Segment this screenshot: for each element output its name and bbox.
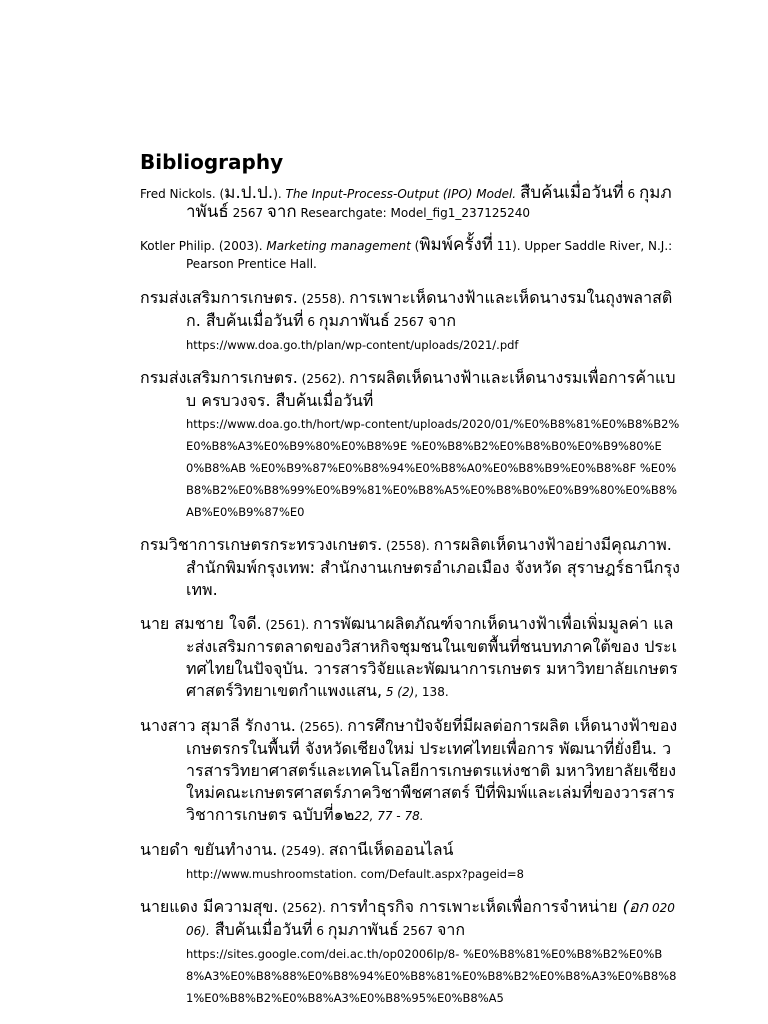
ref-author: กรมวิชาการเกษตรกระทรวงเกษตร. <box>140 535 383 554</box>
ref-author: นายดำ ขยันทำงาน. <box>140 840 278 859</box>
reference-item: กรมวิชาการเกษตรกระทรวงเกษตร. (2558). การผลิตเห็ดนางฟ้าอย่างมีคุณภาพ. สำนักพิมพ์กรุงเทพ: สำนักงานเกษตรอำเภอเมือง จังหวัด สุราษฎร์ธานีกรุงเทพ. <box>140 535 680 599</box>
ref-title: การผลิตเห็ดนางฟ้าอย่างมีคุณภาพ. <box>433 535 672 554</box>
ref-link[interactable]: https://www.doa.go.th/plan/wp-content/uploads/2021/.pdf <box>186 338 519 352</box>
ref-title: Marketing management <box>266 239 411 253</box>
ref-title: The Input-Process-Output (IPO) Model. <box>285 187 517 201</box>
ref-author: กรมส่งเสริมการเกษตร. <box>140 368 298 387</box>
reference-item: กรมส่งเสริมการเกษตร. (2558). การเพาะเห็ดนางฟ้าและเห็ดนางรมในถุงพลาสติก. สืบค้นเมื่อวันที่ 6 กุมภาพันธ์ 2567 จาก https://www.doa.go.th/plan/wp-content/uploads/2021/.pdf <box>140 288 673 352</box>
bibliography-page <box>140 148 680 1020</box>
reference-item: นางสาว สุมาลี รักงาน. (2565). การศึกษาปัจจัยที่มีผลต่อการผลิต เห็ดนางฟ้าของเกษตรกรในพื้นที่ จังหวัดเชียงใหม่ ประเทศไทยเพื่อการ พัฒนาที่ยั่งยืน. วารสารวิทยาศาสตร์และเทคโนโลยีการเกษตรแห่งชาติ มหาวิทยาลัยเชียงใหม่คณะเกษตรศาสตร์ภาควิชาพืชศาสตร์ ปีที่พิมพ์และเล่มที่ของวารสารวิชาการเกษตร ฉบับที่๑๒22, 77 - 78. <box>140 716 678 824</box>
ref-title: การพัฒนาผลิตภัณฑ์จากเห็ดนางฟ้าเพื่อเพิ่มมูลค่า <box>313 614 649 633</box>
page-title: Bibliography <box>140 150 284 174</box>
ref-title: การผลิตเห็ดนางฟ้าและเห็ดนางรมเพื่อการค้าแบบ <box>186 368 676 410</box>
ref-title: การทำธุรกิจ การเพาะเห็ดเพื่อการจำหน่าย <box>329 897 618 916</box>
ref-author: นางสาว สุมาลี รักงาน. <box>140 716 296 735</box>
ref-link[interactable]: http://www.mushroomstation. com/Default.aspx?pageid=8 <box>186 867 524 881</box>
ref-title: การศึกษาปัจจัยที่มีผลต่อการผลิต <box>347 716 570 735</box>
reference-item: Fred Nickols. (ม.ป.ป.). The Input-Process-Output (IPO) Model. สืบค้นเมื่อวันที่ 6 กุมภาพันธ์ 2567 จาก Researchgate: Model_fig1_237125240 <box>140 183 672 222</box>
ref-author: นาย สมชาย ใจดี. <box>140 614 262 633</box>
ref-author: นายแดง มีความสุข. <box>140 897 279 916</box>
ref-link[interactable]: https://sites.google.com/dei.ac.th/op02006lp/8- %E0%B8%81%E0%B8%B2%E0%B8%A3%E0%B8%88%E0%B8%94%E0%B8%81%E0%B8%B2%E0%B8%A3%E0%B8%81%E0%B8%B2%E0%B8%A3%E0%B8%95%E0%B8%A5 <box>186 947 677 1005</box>
reference-item: Kotler Philip. (2003). Marketing management (พิมพ์ครั้งที่ 11). Upper Saddle River, N.J.: Pearson Prentice Hall. <box>140 235 673 271</box>
ref-author: กรมส่งเสริมการเกษตร. <box>140 288 298 307</box>
reference-item: นายแดง มีความสุข. (2562). การทำธุรกิจ การเพาะเห็ดเพื่อการจำหน่าย (อก 02006). สืบค้นเมื่อวันที่ 6 กุมภาพันธ์ 2567 จาก https://sites.google.com/dei.ac.th/op02006lp/8- %E0%B8%81%E0%B8%B2%E0%B8%A3%E0%B8%88%E0%B8%94%E0%B8%81%E0%B8%B2%E0%B8%A3%E0%B8%81%E0%B8%B2%E0%B8%A3%E0%B8%95%E0%B8%A5 <box>140 897 677 1005</box>
reference-item: กรมส่งเสริมการเกษตร. (2562). การผลิตเห็ดนางฟ้าและเห็ดนางรมเพื่อการค้าแบบ ครบวงจร. สืบค้นเมื่อวันที่ https://www.doa.go.th/hort/wp-content/uploads/2020/01/%E0%B8%81%E0%B8%B2%E0%B8%A3%E0%B9%80%E0%B8%9E %E0%B8%B2%E0%B8%B0%E0%B9%80%E0%B8%AB %E0%B9%87%E0%B8%94%E0%B8%A0%E0%B8%B9%E0%B8%8F %E0%B8%B2%E0%B8%99%E0%B9%81%E0%B8%A5%E0%B8%B0%E0%B9%80%E0%B8%AB%E0%B9%87%E0 <box>140 368 680 519</box>
ref-title: สถานีเห็ดออนไลน์ <box>328 840 454 859</box>
reference-item: นาย สมชาย ใจดี. (2561). การพัฒนาผลิตภัณฑ์จากเห็ดนางฟ้าเพื่อเพิ่มมูลค่า และส่งเสริมการตลาดของวิสาหกิจชุมชนในเขตพื้นที่ชนบทภาคใต้ของ ประเทศไทยในปัจจุบัน. วารสารวิจัยและพัฒนาการเกษตร มหาวิทยาลัยเกษตรศาสตร์วิทยาเขตกำแพงแสน, 5 (2), 138. <box>140 614 678 700</box>
ref-link[interactable]: https://www.doa.go.th/hort/wp-content/uploads/2020/01/%E0%B8%81%E0%B8%B2%E0%B8%A3%E0%B9%80%E0%B8%9E %E0%B8%B2%E0%B8%B0%E0%B9%80%E0%B8%AB %E0%B9%87%E0%B8%94%E0%B8%A0%E0%B8%B9%E0%B8%8F %E0%B8%B2%E0%B8%99%E0%B9%81%E0%B8%A5%E0%B8%B0%E0%B9%80%E0%B8%AB%E0%B9%87%E0 <box>186 417 680 519</box>
ref-author: Kotler Philip. (2003). <box>140 239 267 253</box>
reference-item: นายดำ ขยันทำงาน. (2549). สถานีเห็ดออนไลน์ http://www.mushroomstation. com/Default.aspx?pageid=8 <box>140 840 524 881</box>
ref-title: การเพาะเห็ดนางฟ้าและเห็ดนางรมในถุงพลาสติก. <box>186 288 673 330</box>
ref-author: Fred Nickols. ( <box>140 187 225 201</box>
